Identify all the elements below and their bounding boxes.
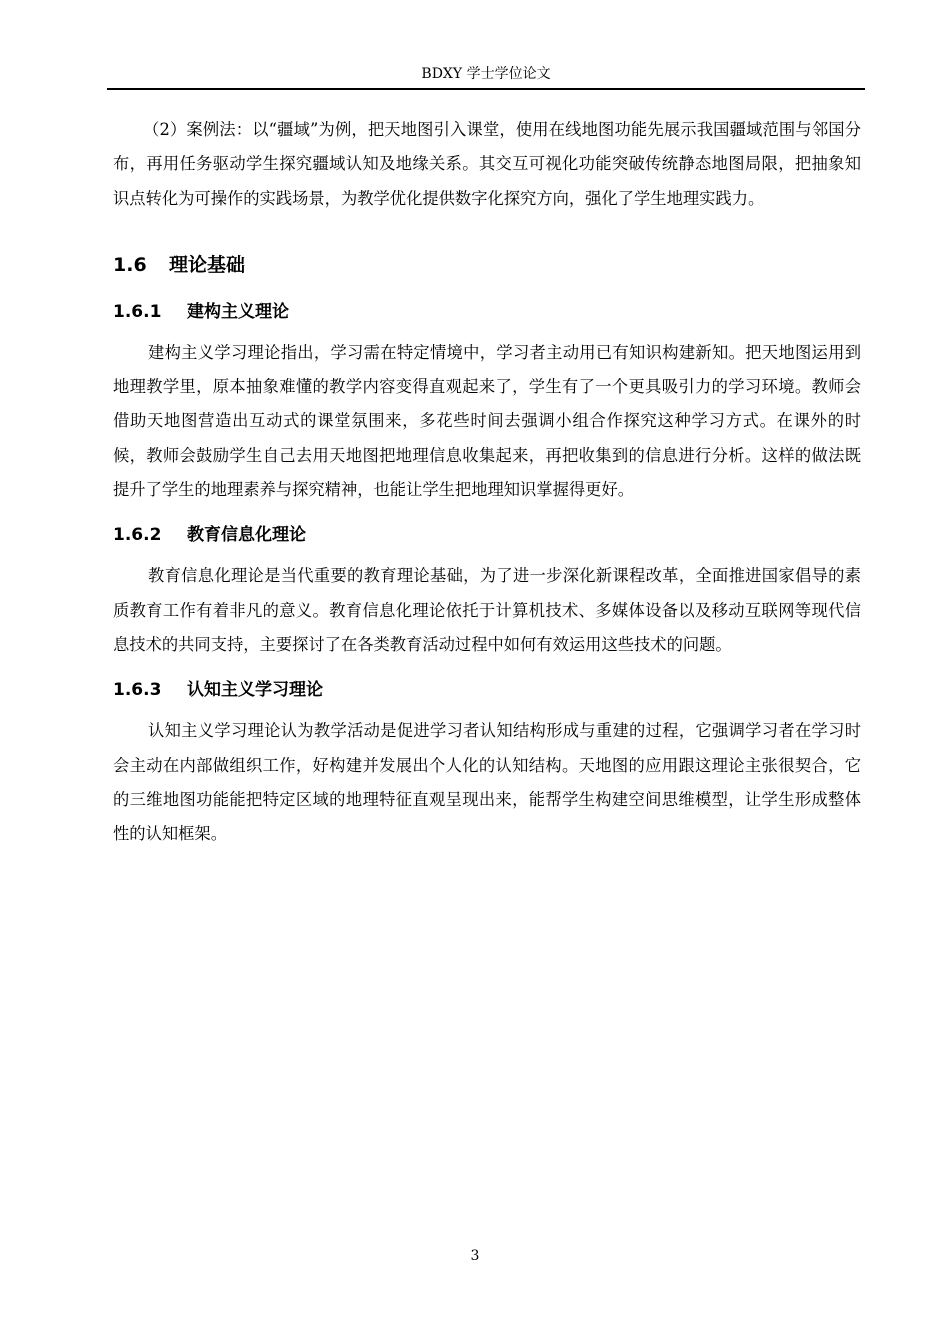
section-title: 理论基础 <box>169 253 246 276</box>
subsection-heading <box>113 678 861 702</box>
subsection-number: 1.6.1 <box>113 301 162 322</box>
body-paragraph: 教育信息化理论是当代重要的教育理论基础，为了进一步深化新课程改革，全面推进国家倡导的素质教育工作有着非凡的意义。教育信息化理论依托于计算机技术、多媒体设备以及移动互联网等现代信息技术的共同支持，主要探讨了在各类教育活动过程中如何有效运用这些技术的问题。 <box>113 566 861 654</box>
subsection-number: 1.6.2 <box>113 525 162 546</box>
header-divider <box>107 88 865 90</box>
body-paragraph: 建构主义学习理论指出，学习需在特定情境中，学习者主动用已有知识构建新知。把天地图运用到地理教学里，原本抽象难懂的教学内容变得直观起来了，学生有了一个更具吸引力的学习环境。教师会借助天地图营造出互动式的课堂氛围来，多花些时间去强调小组合作探究这种学习方式。在课外的时候，教师会鼓励学生自己去用天地图把地理信息收集起来，再把收集到的信息进行分析。这样的做法既提升了学生的地理素养与探究精神，也能让学生把地理知识掌握得更好。 <box>113 342 861 500</box>
running-header: BDXY 学士学位论文 <box>421 66 551 82</box>
page-body <box>113 113 861 851</box>
subsection-title: 认知主义学习理论 <box>187 680 323 701</box>
subsection-title: 教育信息化理论 <box>187 525 306 546</box>
intro-paragraph: （2）案例法：以“疆域”为例，把天地图引入课堂，使用在线地图功能先展示我国疆域范围与邻国分布，再用任务驱动学生探究疆域认知及地缘关系。其交互可视化功能突破传统静态地图局限，把抽象知识点转化为可操作的实践场景，为教学优化提供数字化探究方向，强化了学生地理实践力。 <box>113 120 861 208</box>
page-number: 3 <box>470 1248 480 1264</box>
subsection-heading <box>113 523 861 547</box>
body-paragraph: 认知主义学习理论认为教学活动是促进学习者认知结构形成与重建的过程，它强调学习者在学习时会主动在内部做组织工作，好构建并发展出个人化的认知结构。天地图的应用跟这理论主张很契合，它的三维地图功能能把特定区域的地理特征直观呈现出来，能帮学生构建空间思维模型，让学生形成整体性的认知框架。 <box>113 721 861 844</box>
section-heading <box>113 252 861 278</box>
subsection-title: 建构主义理论 <box>187 301 289 322</box>
subsection-number: 1.6.3 <box>113 680 162 701</box>
section-number: 1.6 <box>113 253 147 276</box>
subsection-heading <box>113 300 861 324</box>
